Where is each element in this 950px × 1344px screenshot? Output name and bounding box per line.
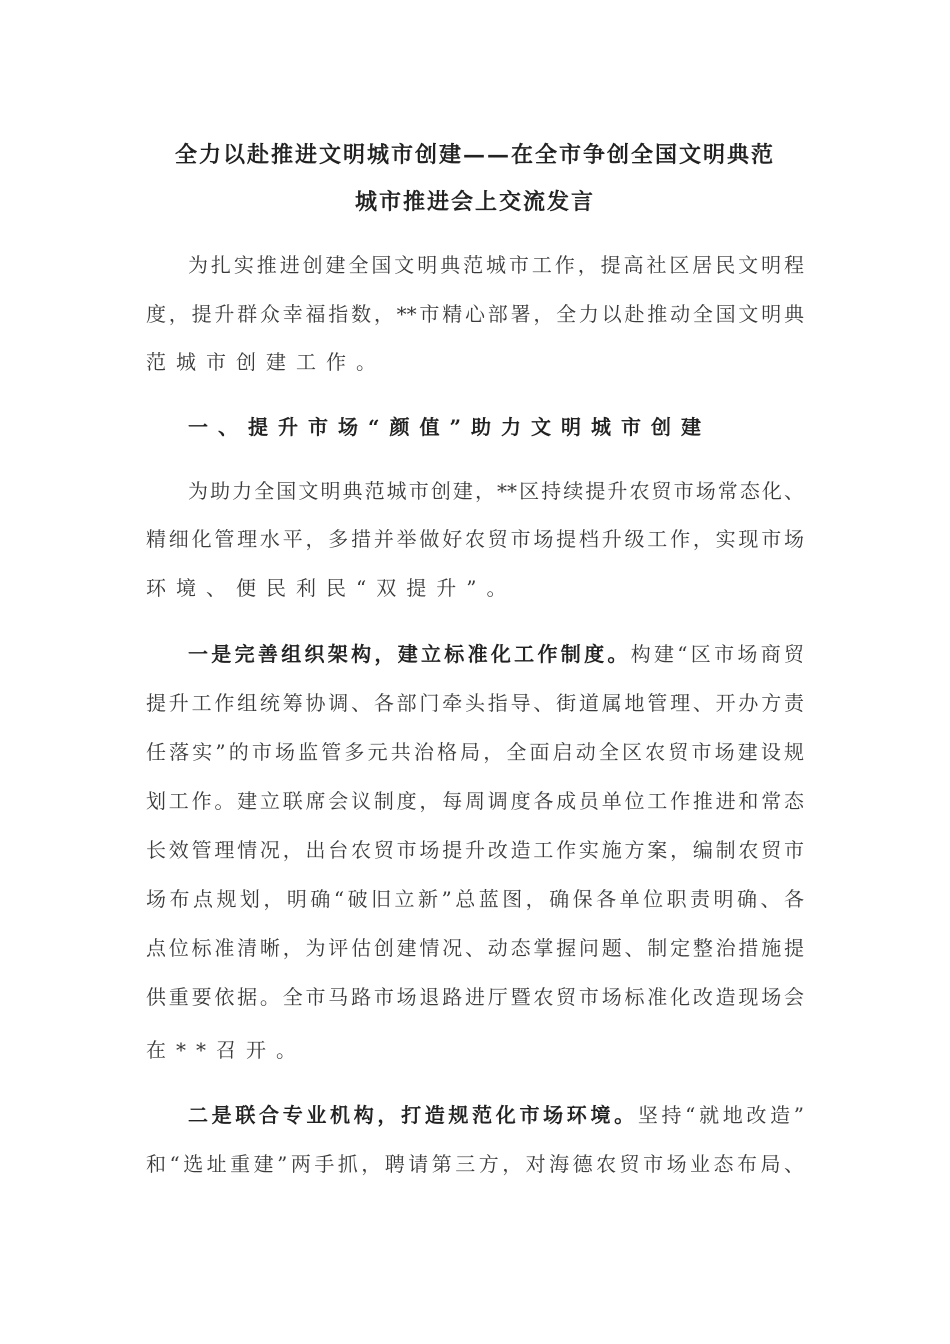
line-text: 构建“区市场商贸 — [630, 642, 805, 666]
body-text-line — [188, 251, 804, 279]
body-text-line — [146, 689, 804, 717]
line-text: 环境、便民利民“双提升”。 — [146, 576, 517, 600]
bold-lead: 一、提升市场“颜值”助力文明城市创建 — [188, 415, 712, 439]
line-text: 和“选址重建”两手抓，聘请第三方，对海德农贸市场业态布局、 — [146, 1152, 804, 1176]
line-text: 度，提升群众幸福指数，**市精心部署，全力以赴推动全国文明典 — [146, 302, 804, 326]
body-text-line — [146, 1036, 306, 1064]
bold-lead: 一是完善组织架构，建立标准化工作制度。 — [188, 642, 631, 666]
line-text: 为助力全国文明典范城市创建，**区持续提升农贸市场常态化、 — [188, 479, 804, 503]
body-text-line — [146, 525, 804, 553]
line-text: 供重要依据。全市马路市场退路进厅暨农贸市场标准化改造现场会 — [146, 985, 804, 1009]
body-text-line — [146, 934, 804, 962]
line-text: 坚持“就地改造” — [637, 1103, 805, 1127]
section-heading — [188, 413, 711, 441]
body-text-line — [188, 640, 804, 668]
body-text-line — [146, 836, 804, 864]
body-text-line — [146, 348, 386, 376]
line-text: 场布点规划，明确“破旧立新”总蓝图，确保各单位职责明确、各 — [146, 887, 804, 911]
body-text-line — [146, 885, 804, 913]
body-text-line — [146, 574, 516, 602]
line-text: 任落实”的市场监管多元共治格局，全面启动全区农贸市场建设规 — [146, 740, 804, 764]
line-text: 提升工作组统筹协调、各部门牵头指导、街道属地管理、开办方责 — [146, 691, 804, 715]
line-text: 为扎实推进创建全国文明典范城市工作，提高社区居民文明程 — [188, 253, 804, 277]
line-text: 划工作。建立联席会议制度，每周调度各成员单位工作推进和常态 — [146, 789, 804, 813]
line-text: 精细化管理水平，多措并举做好农贸市场提档升级工作，实现市场 — [146, 527, 804, 551]
document-title-line-1: 全力以赴推进文明城市创建——在全市争创全国文明典范 — [174, 142, 775, 168]
body-text-line — [146, 1150, 804, 1178]
document-title-line-2: 城市推进会上交流发言 — [354, 189, 595, 215]
body-text-line — [146, 300, 804, 328]
body-text-line — [146, 787, 804, 815]
line-text: 范城市创建工作。 — [146, 350, 386, 374]
line-text: 点位标准清晰，为评估创建情况、动态掌握问题、制定整治措施提 — [146, 936, 804, 960]
line-text: 长效管理情况，出台农贸市场提升改造工作实施方案，编制农贸市 — [146, 838, 804, 862]
body-text-line — [188, 477, 804, 505]
body-text-line — [146, 983, 804, 1011]
line-text: 在**召开。 — [146, 1038, 306, 1062]
bold-lead: 二是联合专业机构，打造规范化市场环境。 — [188, 1103, 638, 1127]
body-text-line — [146, 738, 804, 766]
body-text-line — [188, 1101, 804, 1129]
